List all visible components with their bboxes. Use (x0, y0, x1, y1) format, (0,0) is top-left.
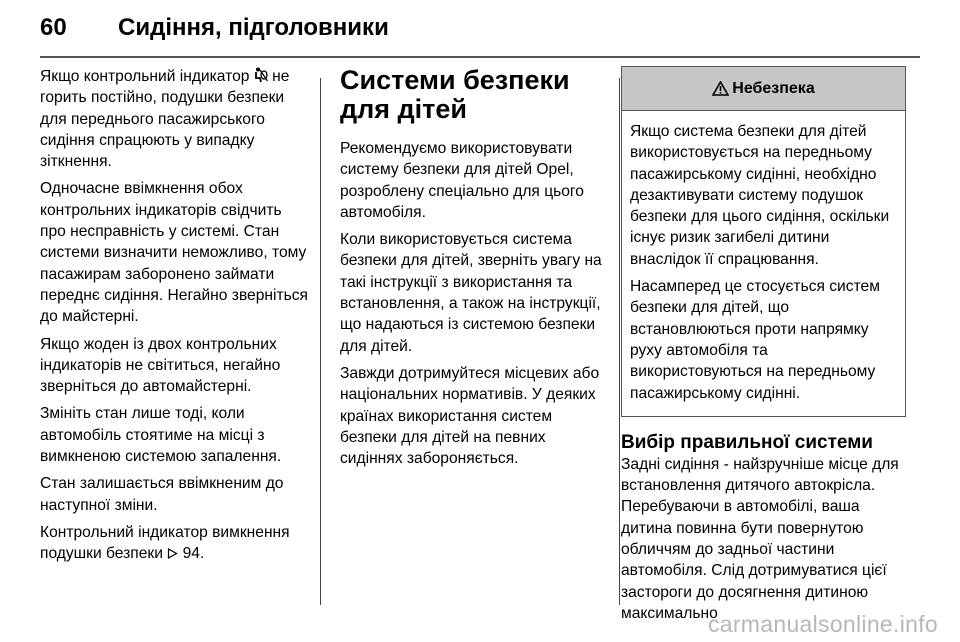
warning-paragraph-deactivate: Якщо система безпеки для дітей використовується на передньому пасажирському сидінні, необхідно дезактивувати систему подушок безпеки для цього сидіння, оскільки існує ризик загибелі дитини внаслідок її спрацювання. (630, 123, 890, 268)
selection-section (621, 431, 906, 624)
paragraph-rear-seats: Задні сидіння - найзручніше місце для встановлення дитячого автокрісла. Перебуваючи в автомобілі, ваша дитина повинна бути повернутою обличчям до задньої частини автомобіля. Слід дотримуватися цієї застороги до досягнення дитиною максимально (621, 455, 899, 622)
column-middle (340, 66, 610, 475)
page-header (40, 14, 389, 54)
paragraph-no-indicators: Якщо жоден із двох контрольних індикаторів не світиться, негайно зверніться до автомайстерні. (40, 335, 281, 396)
paragraph-indicator-reference: Контрольний індикатор вимкнення подушки безпеки 94. (40, 523, 290, 563)
watermark: carmanualsonline.info (707, 611, 938, 637)
paragraph-recommend-opel: Рекомендуємо використовувати систему безпеки для дітей Opel, розроблену спеціально для цього автомобіля. (340, 140, 584, 221)
child-restraint-heading: Системи безпеки для дітей (340, 65, 570, 124)
warning-box (621, 66, 906, 417)
warning-triangle-icon (712, 81, 729, 96)
paragraph-regulations: Завжди дотримуйтеся місцевих або національних нормативів. У деяких країнах використання систем безпеки для дітей на певних сидіннях забороняється. (340, 364, 600, 468)
page-number: 60 (40, 14, 67, 41)
paragraph-indicator-off: Якщо контрольний індикатор не горить постійно, подушки безпеки для переднього пасажирського сидіння спрацюють у випадку зіткнення. (40, 68, 290, 171)
page-reference-icon (167, 548, 178, 559)
paragraph-instructions: Коли використовується система безпеки для дітей, зверніть увагу на такі інструкції з використання та встановлення, а також на інструкції, що надаються із системою безпеки для дітей. (340, 231, 602, 355)
airbag-off-icon (254, 67, 268, 83)
paragraph-change-state: Змініть стан лише тоді, коли автомобіль стоятиме на місці з вимкненою системою запалення. (40, 405, 282, 466)
column-divider-2 (619, 78, 620, 605)
paragraph-state-persists: Стан залишається ввімкненим до наступної зміни. (40, 475, 284, 514)
warning-title: Небезпека (732, 79, 815, 97)
warning-body (622, 111, 905, 416)
warning-paragraph-rear-facing: Насамперед це стосується систем безпеки для дітей, що встановлюються проти напрямку руху автомобіля та використовуються на передньому пасажирському сидінні. (630, 278, 880, 402)
header-rule (40, 56, 920, 58)
column-left (40, 66, 310, 571)
column-divider-1 (320, 78, 321, 605)
page-reference-link[interactable]: 94. (182, 545, 205, 563)
selection-subheading: Вибір правильної системи (621, 431, 873, 453)
column-right (621, 66, 906, 630)
warning-header (622, 67, 905, 111)
paragraph-both-indicators: Одночасне ввімкнення обох контрольних індикаторів свідчить про несправність у системі. Стан системи визначити неможливо, тому пасажирам заборонено займати переднє сидіння. Негайно зверніться до майстерні. (40, 180, 308, 326)
section-title: Сидіння, підголовники (118, 14, 389, 41)
